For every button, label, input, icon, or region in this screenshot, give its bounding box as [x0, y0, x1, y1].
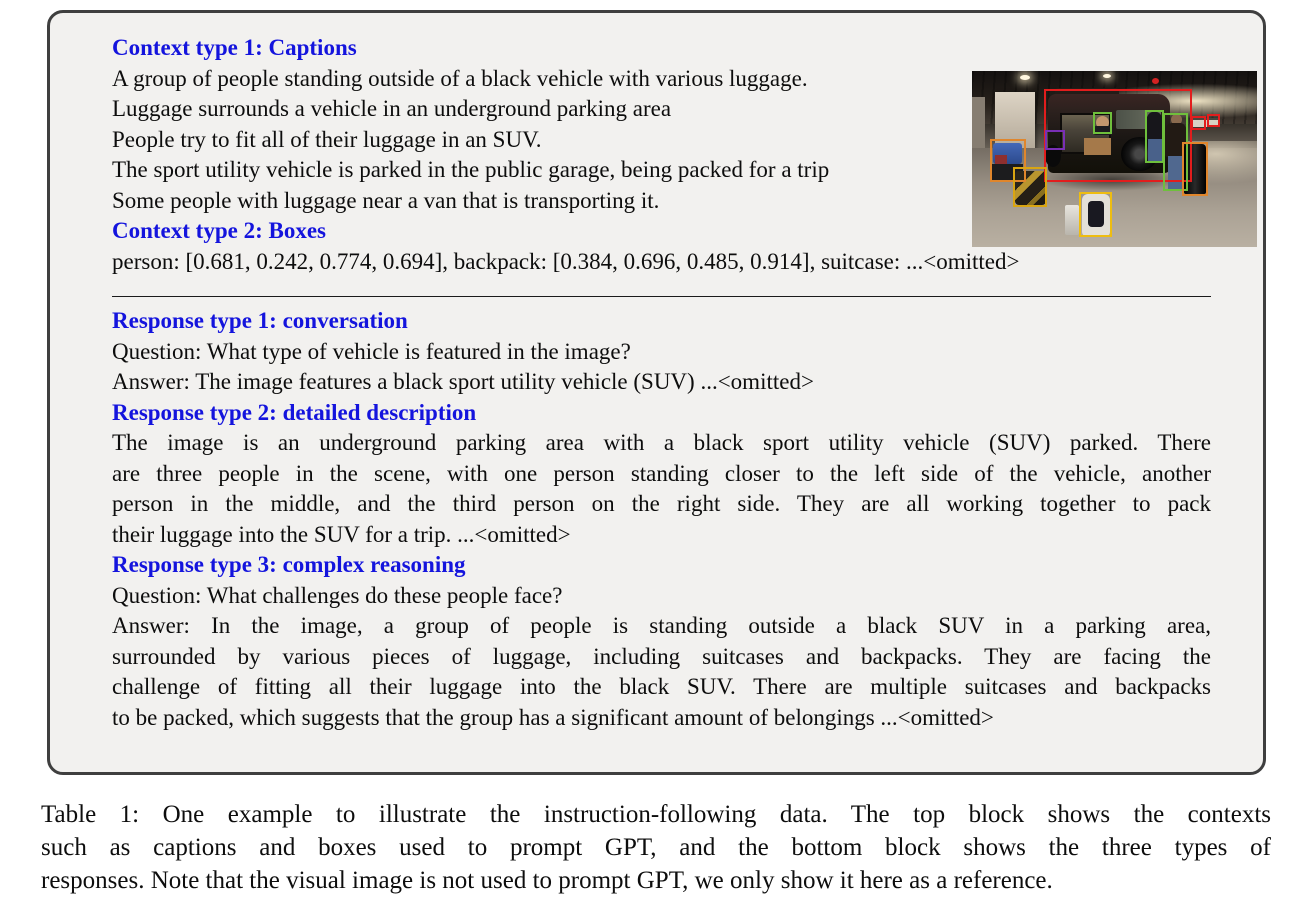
- table-caption-line-2: such as captions and boxes used to prompt GPT, and the bottom block shows the three types of: [41, 833, 1271, 861]
- response-1-question: Question: What type of vehicle is featured in the image?: [112, 338, 631, 364]
- response-type-2-heading: Response type 2: detailed description: [112, 399, 477, 425]
- caption-line-1: A group of people standing outside of a black vehicle with various luggage.: [112, 65, 808, 91]
- photo-ceiling-light: [1103, 74, 1111, 78]
- caption-line-5: Some people with luggage near a van that is transporting it.: [112, 187, 660, 213]
- table-caption: [41, 799, 1271, 897]
- bounding-box-wheel: [1045, 130, 1065, 150]
- response-3-answer-line-2: surrounded by various pieces of luggage, including suitcases and backpacks. They are facing the: [112, 643, 1211, 669]
- response-type-3-heading: Response type 3: complex reasoning: [112, 552, 466, 577]
- response-2-line-4: their luggage into the SUV for a trip. ...<omitted>: [112, 521, 571, 547]
- table-caption-line-3: responses. Note that the visual image is not used to prompt GPT, we only show it here as a reference.: [41, 866, 1053, 894]
- table-caption-line-1: Table 1: One example to illustrate the instruction-following data. The top block shows the contexts: [41, 801, 1271, 828]
- response-3-answer-line-3: challenge of fitting all their luggage into the black SUV. There are multiple suitcases and backpacks: [112, 674, 1211, 699]
- context-type-1-heading: Context type 1: Captions: [112, 35, 357, 60]
- response-2-line-2: are three people in the scene, with one person standing closer to the left side of the vehicle, another: [112, 460, 1211, 486]
- caption-line-2: Luggage surrounds a vehicle in an underground parking area: [112, 96, 672, 121]
- photo-annotated: [972, 71, 1257, 247]
- bounding-box-person-in-trunk: [1093, 112, 1113, 134]
- photo-ceiling-light: [1020, 75, 1030, 80]
- caption-line-4: The sport utility vehicle is parked in the public garage, being packed for a trip: [112, 157, 830, 182]
- bounding-box-suitcase: [1182, 142, 1208, 196]
- photo-red-lamp: [1152, 78, 1159, 84]
- instruction-data-example-box: [47, 10, 1266, 775]
- response-3-answer-line-1: Answer: In the image, a group of people is standing outside a black SUV in a parking area,: [112, 613, 1211, 638]
- context-type-2-heading: Context type 2: Boxes: [112, 218, 326, 243]
- bounding-box-duffel-bag: [1013, 167, 1047, 207]
- bounding-box-distant-car-2: [1207, 114, 1221, 127]
- response-2-line-1: The image is an underground parking area with a black sport utility vehicle (SUV) parked. There: [112, 430, 1211, 455]
- response-3-question: Question: What challenges do these people face?: [112, 582, 563, 608]
- section-divider: [112, 296, 1211, 297]
- bounding-box-distant-car-1: [1191, 116, 1206, 130]
- response-2-line-3: person in the middle, and the third person on the right side. They are all working together to pack: [112, 491, 1211, 516]
- response-type-1-heading: Response type 1: conversation: [112, 308, 408, 333]
- bounding-box-person-middle: [1145, 110, 1164, 163]
- caption-line-3: People try to fit all of their luggage in an SUV.: [112, 126, 542, 152]
- response-3-answer-line-4: to be packed, which suggests that the group has a significant amount of belongings ...<omitted>: [112, 704, 994, 730]
- boxes-coordinates-line: person: [0.681, 0.242, 0.774, 0.694], backpack: [0.384, 0.696, 0.485, 0.914], suitcase: ...<omitted>: [112, 248, 1020, 274]
- response-1-answer: Answer: The image features a black sport utility vehicle (SUV) ...<omitted>: [112, 369, 814, 394]
- photo-white-container: [1065, 205, 1079, 235]
- bounding-box-backpack: [1079, 192, 1113, 237]
